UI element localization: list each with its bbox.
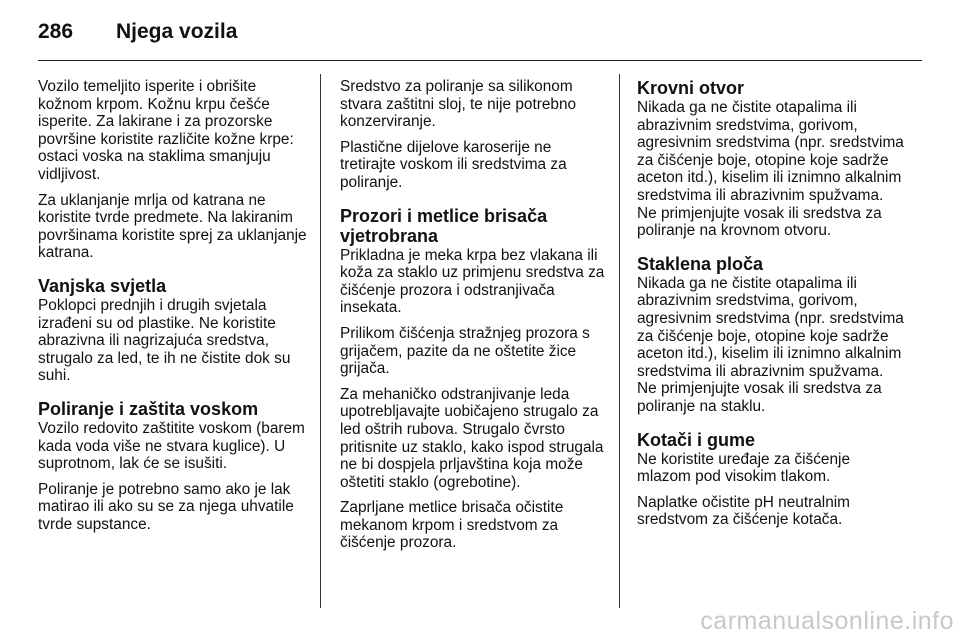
column-3	[637, 78, 907, 537]
section-heading-exterior-lights: Vanjska svjetla	[38, 275, 167, 296]
paragraph: Poklopci prednjih i drugih svjetala izrađeni su od plastike. Ne koristite abrazivna ili nagrizajuća sredstva, strugalo za led, te ih ne čistite dok su suhi.	[38, 296, 291, 385]
page-title: Njega vozila	[116, 20, 238, 43]
column-divider	[619, 74, 620, 608]
column-1	[38, 78, 308, 541]
column-divider	[320, 74, 321, 608]
paragraph: Sredstvo za poliranje sa silikonom stvara zaštitni sloj, te nije potrebno konzerviranje.	[340, 78, 577, 131]
section-heading-polishing: Poliranje i zaštita voskom	[38, 398, 259, 419]
paragraph: Vozilo temeljito isperite i obrišite kožnom krpom. Kožnu krpu češće isperite. Za lakirane i za prozorske površine koristite različite kožne krpe: ostaci voska na staklima smanjuju vidljivost.	[38, 78, 294, 183]
paragraph: Nikada ga ne čistite otapalima ili abrazivnim sredstvima, gorivom, agresivnim sredstvima (npr. sredstvima za čišćenje boje, otopine koje sadrže aceton itd.), kiselim ili iznimno alkalnim sredstvima ili abrazivnim spužvama. Ne primjenjujte vosak ili sredstva za poliranje na staklu.	[637, 274, 904, 415]
paragraph: Za mehaničko odstranjivanje leda upotrebljavajte uobičajeno strugalo za led oštrih rubova. Strugalo čvrsto pritisnite uz staklo, kako ispod strugala ne bi dospjela prljavština koja može oštetiti staklo (ogrebotine).	[340, 385, 604, 491]
paragraph: Plastične dijelove karoserije ne tretirajte voskom ili sredstvima za poliranje.	[340, 138, 567, 191]
page-number: 286	[38, 20, 74, 43]
paragraph: Prilikom čišćenja stražnjeg prozora s grijačem, pazite da ne oštetite žice grijača.	[340, 324, 590, 378]
section-heading-windows-wipers: Prozori i metlice brisača vjetrobrana	[340, 205, 548, 246]
paragraph: Poliranje je potrebno samo ako je lak matirao ili ako su se za njega uhvatile tvrde supstance.	[38, 480, 294, 533]
section-heading-sunroof: Krovni otvor	[637, 78, 745, 98]
paragraph: Zaprljane metlice brisača očistite mekanom krpom i sredstvom za čišćenje prozora.	[340, 499, 564, 552]
paragraph: Za uklanjanje mrlja od katrana ne koristite tvrde predmete. Na lakiranim površinama koristite sprej za uklanjanje katrana.	[38, 191, 307, 262]
paragraph: Naplatke očistite pH neutralnim sredstvom za čišćenje kotača.	[637, 493, 851, 529]
section-heading-wheels-tyres: Kotači i gume	[637, 429, 756, 450]
paragraph: Prikladna je meka krpa bez vlakana ili koža za staklo uz primjenu sredstva za čišćenje prozora i odstranjivača insekata.	[340, 246, 605, 317]
page-header	[38, 16, 237, 48]
paragraph: Vozilo redovito zaštitite voskom (barem kada voda više ne stvara kuglice). U suprotnom, lak će se isušiti.	[38, 419, 305, 473]
paragraph: Ne koristite uređaje za čišćenje mlazom pod visokim tlakom.	[637, 450, 851, 486]
column-2	[340, 78, 610, 560]
paragraph: Nikada ga ne čistite otapalima ili abrazivnim sredstvima, gorivom, agresivnim sredstvima (npr. sredstvima za čišćenje boje, otopine koje sadrže aceton itd.), kiselim ili iznimno alkalnim sredstvima ili abrazivnim spužvama. Ne primjenjujte vosak ili sredstva za poliranje na krovnom otvoru.	[637, 99, 904, 240]
section-heading-glass-panel: Staklena ploča	[637, 253, 764, 274]
watermark: carmanualsonline.info	[700, 607, 954, 635]
header-rule	[38, 60, 922, 61]
